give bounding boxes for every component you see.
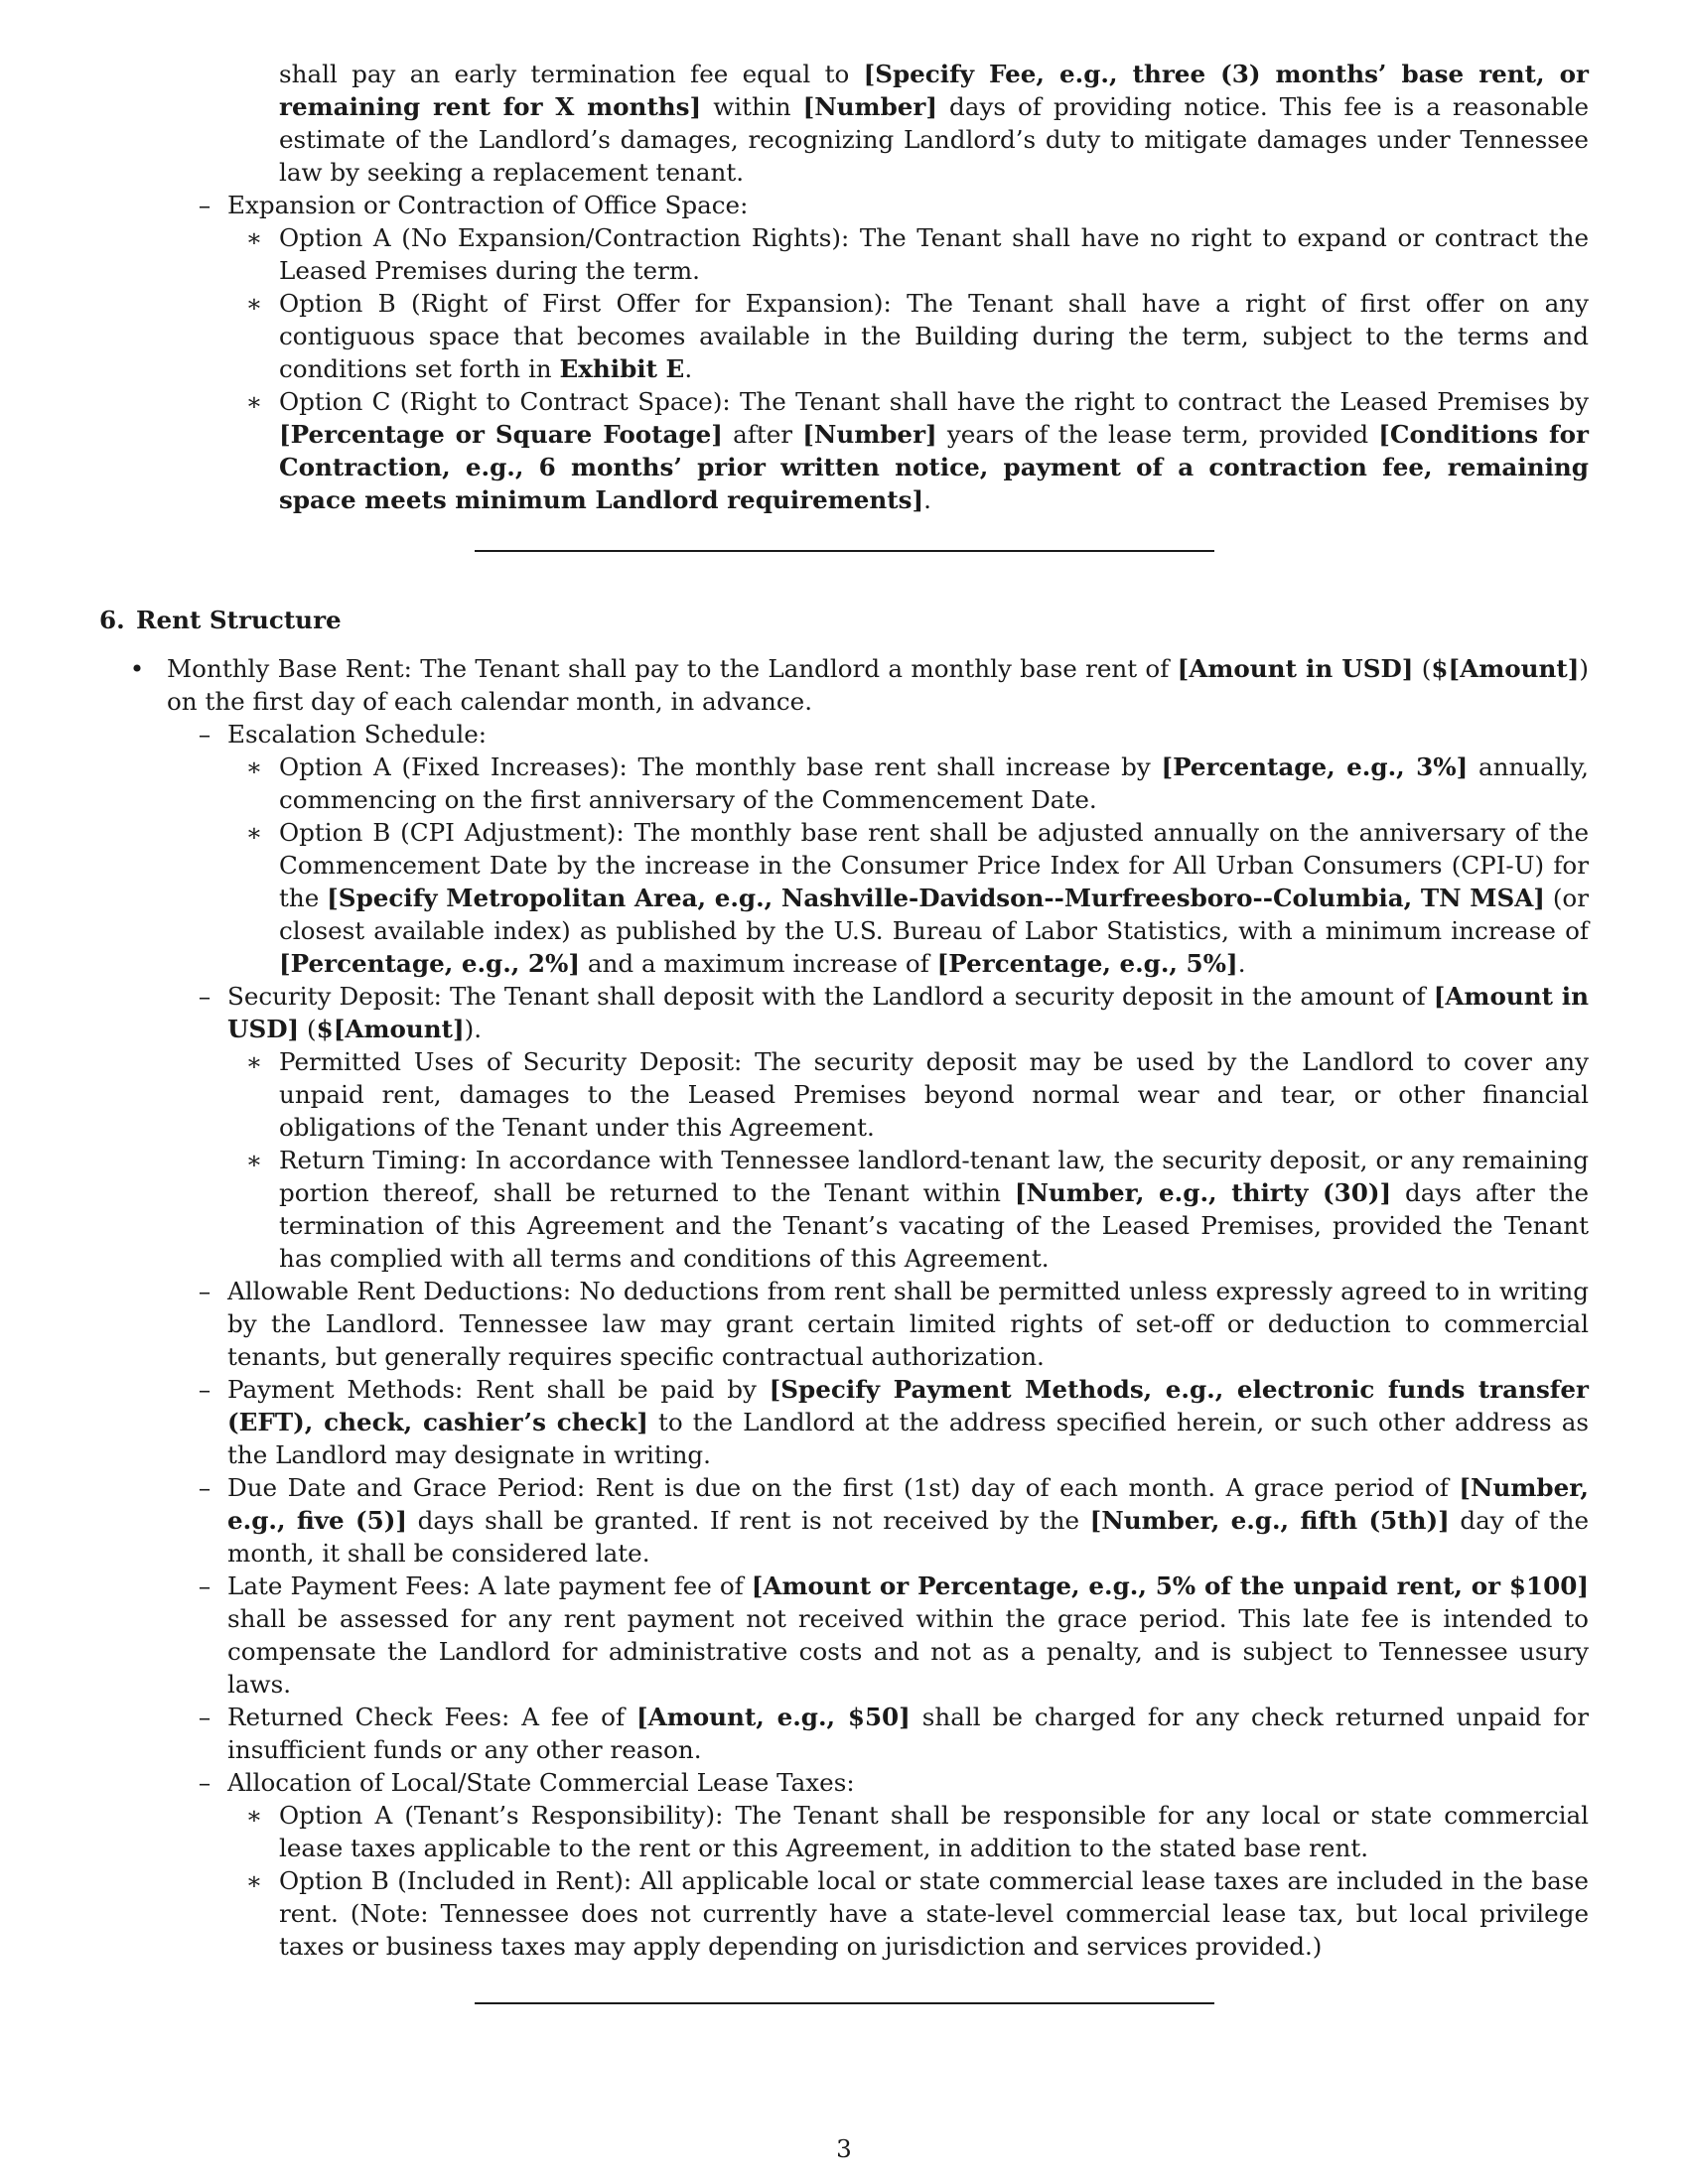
list-item-lease-taxes: – Allocation of Local/State Commercial Lease Taxes:	[99, 1766, 1589, 1799]
list-item-security-deposit: – Security Deposit: The Tenant shall deposit with the Landlord a security deposit in the amount of [Amount in USD] ($[Amount]).	[99, 980, 1589, 1045]
star-marker: ∗	[245, 1866, 263, 1895]
list-item-escalation: – Escalation Schedule:	[99, 718, 1589, 751]
section-divider	[475, 550, 1214, 552]
dash-marker: –	[198, 1571, 211, 1600]
section-divider	[475, 2002, 1214, 2004]
continued-paragraph: shall pay an early termination fee equal to [Specify Fee, e.g., three (3) months’ base rent, or remaining rent for X months] within [Number] days of providing notice. This fee is a reasonable estimate of the Landlord’s damages, recognizing Landlord’s duty to mitigate damages under Tennessee law by seeking a replacement tenant.	[279, 60, 1589, 187]
list-item-late-fees: – Late Payment Fees: A late payment fee of [Amount or Percentage, e.g., 5% of the unpaid rent, or $100] shall be assessed for any rent payment not received within the grace period. This late fee is intended to compensate the Landlord for administrative costs and not as a penalty, and is subject to Tennessee usury laws.	[99, 1570, 1589, 1701]
list-item-returned-check: – Returned Check Fees: A fee of [Amount, e.g., $50] shall be charged for any check returned unpaid for insufficient funds or any other reason.	[99, 1701, 1589, 1766]
list-item-taxes-option-a: ∗ Option A (Tenant’s Responsibility): The Tenant shall be responsible for any local or state commercial lease taxes applicable to the rent or this Agreement, in addition to the stated base rent.	[245, 1801, 1589, 1862]
dash-marker: –	[198, 1277, 211, 1305]
star-marker: ∗	[245, 1047, 263, 1076]
list-item-deposit-uses: ∗ Permitted Uses of Security Deposit: The security deposit may be used by the Landlord to cover any unpaid rent, damages to the Leased Premises beyond normal wear and tear, or other financial obligations of the Tenant under this Agreement.	[245, 1047, 1589, 1142]
document-page	[99, 58, 1589, 2004]
list-item-expansion-option-b: ∗ Option B (Right of First Offer for Expansion): The Tenant shall have a right of first offer on any contiguous space that becomes available in the Building during the term, subject to the terms and conditions set forth in Exhibit E.	[245, 289, 1589, 383]
dash-marker: –	[198, 1703, 211, 1731]
list-item-payment-methods: – Payment Methods: Rent shall be paid by [Specify Payment Methods, e.g., electronic funds transfer (EFT), check, cashier’s check] to the Landlord at the address specified herein, or such other address as the Landlord may designate in writing.	[99, 1373, 1589, 1471]
section-heading: 6. Rent Structure	[99, 606, 342, 634]
star-marker: ∗	[245, 752, 263, 781]
list-item-expansion-option-c: ∗ Option C (Right to Contract Space): The Tenant shall have the right to contract the Leased Premises by [Percentage or Square Footage] after [Number] years of the lease term, provided [Conditions for Contraction, e.g., 6 months’ prior written notice, payment of a contraction fee, remaining space meets minimum Landlord requirements].	[245, 387, 1589, 514]
list-item-taxes-option-b: ∗ Option B (Included in Rent): All applicable local or state commercial lease taxes are included in the base rent. (Note: Tennessee does not currently have a state-level commercial lease tax, but local privilege taxes or business taxes may apply depending on jurisdiction and services provided.)	[245, 1866, 1589, 1961]
dash-marker: –	[198, 982, 211, 1011]
dash-marker: –	[198, 720, 211, 749]
star-marker: ∗	[245, 1146, 263, 1174]
bullet-marker: •	[129, 654, 145, 683]
list-item-monthly-base-rent: • Monthly Base Rent: The Tenant shall pay to the Landlord a monthly base rent of [Amount in USD] ($[Amount]) on the first day of each calendar month, in advance.	[99, 652, 1589, 718]
dash-marker: –	[198, 1473, 211, 1502]
dash-marker: –	[198, 1768, 211, 1797]
star-marker: ∗	[245, 387, 263, 416]
list-item-due-date: – Due Date and Grace Period: Rent is due on the first (1st) day of each month. A grace period of [Number, e.g., five (5)] days shall be granted. If rent is not received by the [Number, e.g., fifth (5th)] day of the month, it shall be considered late.	[99, 1471, 1589, 1570]
list-item-escalation-option-a: ∗ Option A (Fixed Increases): The monthly base rent shall increase by [Percentage, e.g., 3%] annually, commencing on the first anniversary of the Commencement Date.	[245, 752, 1589, 814]
list-item-rent-deductions: – Allowable Rent Deductions: No deductions from rent shall be permitted unless expressly agreed to in writing by the Landlord. Tennessee law may grant certain limited rights of set-off or deduction to commercial tenants, but generally requires specific contractual authorization.	[99, 1275, 1589, 1373]
dash-marker: –	[198, 1375, 211, 1404]
list-item-expansion-option-a: ∗ Option A (No Expansion/Contraction Rights): The Tenant shall have no right to expand or contract the Leased Premises during the term.	[245, 223, 1589, 285]
star-marker: ∗	[245, 289, 263, 318]
list-item-expansion: – Expansion or Contraction of Office Space:	[99, 189, 1589, 221]
list-item-deposit-return: ∗ Return Timing: In accordance with Tennessee landlord-tenant law, the security deposit, or any remaining portion thereof, shall be returned to the Tenant within [Number, e.g., thirty (30)] days after the termination of this Agreement and the Tenant’s vacating of the Leased Premises, provided the Tenant has complied with all terms and conditions of this Agreement.	[245, 1146, 1589, 1273]
star-marker: ∗	[245, 818, 263, 847]
list-item-escalation-option-b: ∗ Option B (CPI Adjustment): The monthly base rent shall be adjusted annually on the anniversary of the Commencement Date by the increase in the Consumer Price Index for All Urban Consumers (CPI-U) for the [Specify Metropolitan Area, e.g., Nashville-Davidson--Murfreesboro--Columbia, TN MSA] (or closest available index) as published by the U.S. Bureau of Labor Statistics, with a minimum increase of [Percentage, e.g., 2%] and a maximum increase of [Percentage, e.g., 5%].	[245, 818, 1589, 978]
dash-marker: –	[198, 191, 211, 219]
star-marker: ∗	[245, 223, 263, 252]
page-number: 3	[836, 2134, 852, 2163]
star-marker: ∗	[245, 1801, 263, 1830]
